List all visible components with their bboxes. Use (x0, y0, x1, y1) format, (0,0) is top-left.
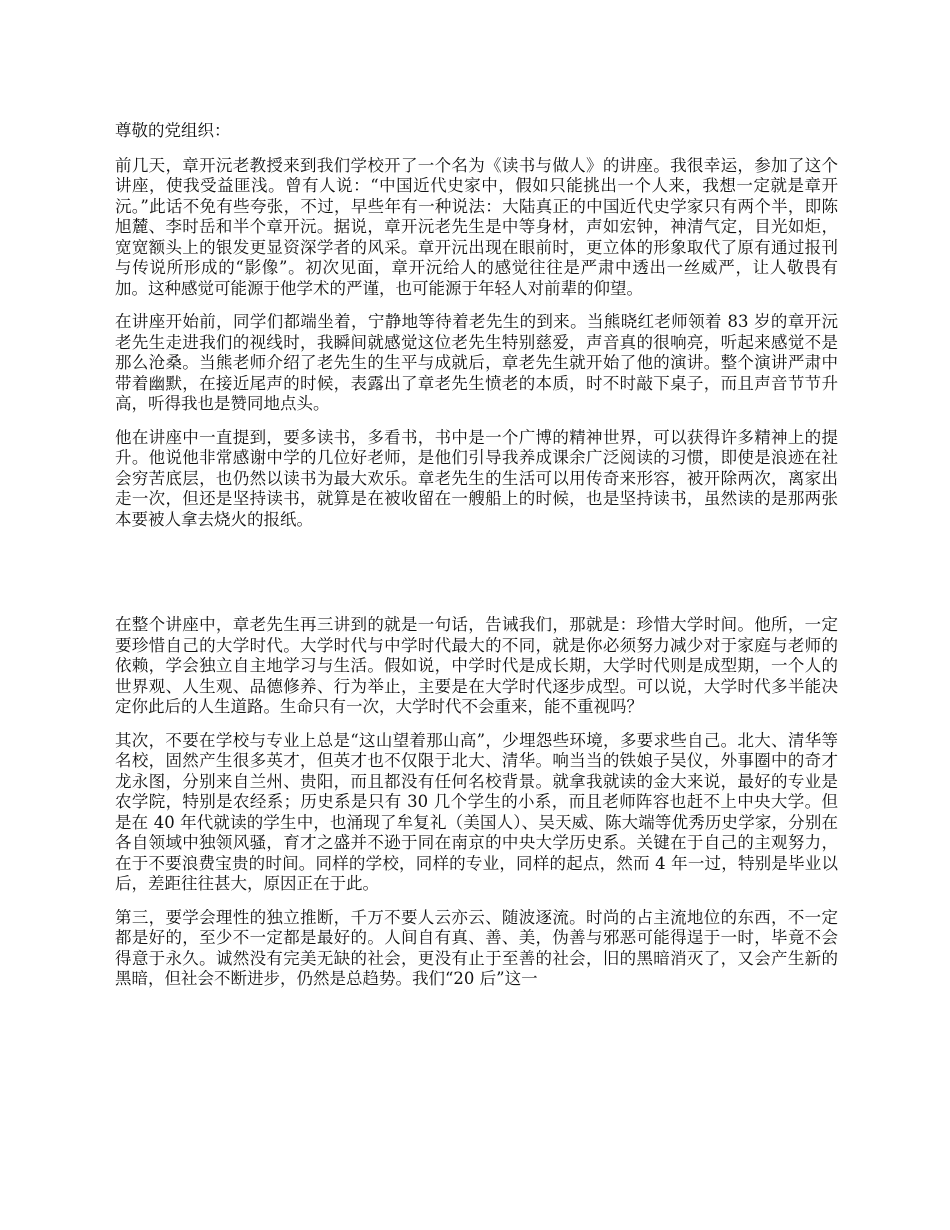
blank-space (115, 543, 838, 615)
letter-body (115, 121, 838, 1003)
paragraph: 其次，不要在学校与专业上总是“这山望着那山高”，少埋怨些环境，多要求些自己。北大、清华等名校，固然产生很多英才，但英才也不仅限于北大、清华。响当当的铁娘子吴仪，外事圈中的奇才龙永图，分别来自兰州、贵阳，而且都没有任何名校背景。就拿我就读的金大来说，最好的专业是农学院，特别是农经系；历史系是只有 30 几个学生的小系，而且老师阵容也赶不上中央大学。但是在 40 年代就读的学生中，也涌现了牟复礼（美国人）、吴天威、陈大端等优秀历史学家，分别在各自领域中独领风骚，育才之盛并不逊于同在南京的中央大学历史系。关键在于自己的主观努力，在于不要浪费宝贵的时间。同样的学校，同样的专业，同样的起点，然而 4 年一过，特别是毕业以后，差距往往甚大，原因正在于此。 (115, 730, 838, 893)
salutation: 尊敬的党组织： (115, 121, 231, 140)
paragraph: 他在讲座中一直提到，要多读书，多看书，书中是一个广博的精神世界，可以获得许多精神上的提升。他说他非常感谢中学的几位好老师，是他们引导我养成课余广泛阅读的习惯，即使是浪迹在社会穷苦底层，也仍然以读书为最大欢乐。章老先生的生活可以用传奇来形容，被开除两次，离家出走一次，但还是坚持读书，就算是在被收留在一艘船上的时候，也是坚持读书，虽然读的是那两张本要被人拿去烧火的报纸。 (115, 427, 838, 529)
paragraph: 在讲座开始前，同学们都端坐着，宁静地等待着老先生的到来。当熊晓红老师领着 83 岁的章开沅老先生走进我们的视线时，我瞬间就感觉这位老先生特别慈爱，声音真的很响亮，听起来感觉不是那么沧桑。当熊老师介绍了老先生的生平与成就后，章老先生就开始了他的演讲。整个演讲严肃中带着幽默，在接近尾声的时候，表露出了章老先生愤老的本质，时不时敲下桌子，而且声音节节升高，听得我也是赞同地点头。 (115, 312, 838, 413)
paragraph: 在整个讲座中，章老先生再三讲到的就是一句话，告诫我们，那就是：珍惜大学时间。他所，一定要珍惜自己的大学时代。大学时代与中学时代最大的不同，就是你必须努力减少对于家庭与老师的依赖，学会独立自主地学习与生活。假如说，中学时代是成长期，大学时代则是成型期，一个人的世界观、人生观、品德修养、行为举止，主要是在大学时代逐步成型。可以说，大学时代多半能决定你此后的人生道路。生命只有一次，大学时代不会重来，能不重视吗？ (115, 615, 838, 716)
paragraph: 前几天，章开沅老教授来到我们学校开了一个名为《读书与做人》的讲座。我很幸运，参加了这个讲座，使我受益匪浅。曾有人说：“中国近代史家中，假如只能挑出一个人来，我想一定就是章开沅。”此话不免有些夸张，不过，早些年有一种说法：大陆真正的中国近代史学家只有两个半，即陈旭麓、李时岳和半个章开沅。据说，章开沅老先生是中等身材，声如宏钟，神清气定，目光如炬，宽宽额头上的银发更显资深学者的风采。章开沅出现在眼前时，更立体的形象取代了原有通过报刊与传说所形成的“影像”。初次见面，章开沅给人的感觉往往是严肃中透出一丝威严，让人敬畏有加。这种感觉可能源于他学术的严谨，也可能源于年轻人对前辈的仰望。 (115, 155, 838, 298)
paragraph: 第三，要学会理性的独立推断，千万不要人云亦云、随波逐流。时尚的占主流地位的东西，不一定都是好的，至少不一定都是最好的。人间自有真、善、美，伪善与邪恶可能得逞于一时，毕竟不会得意于永久。诚然没有完美无缺的社会，更没有止于至善的社会，旧的黑暗消灭了，又会产生新的黑暗，但社会不断进步，仍然是总趋势。我们“20 后”这一 (115, 907, 838, 988)
